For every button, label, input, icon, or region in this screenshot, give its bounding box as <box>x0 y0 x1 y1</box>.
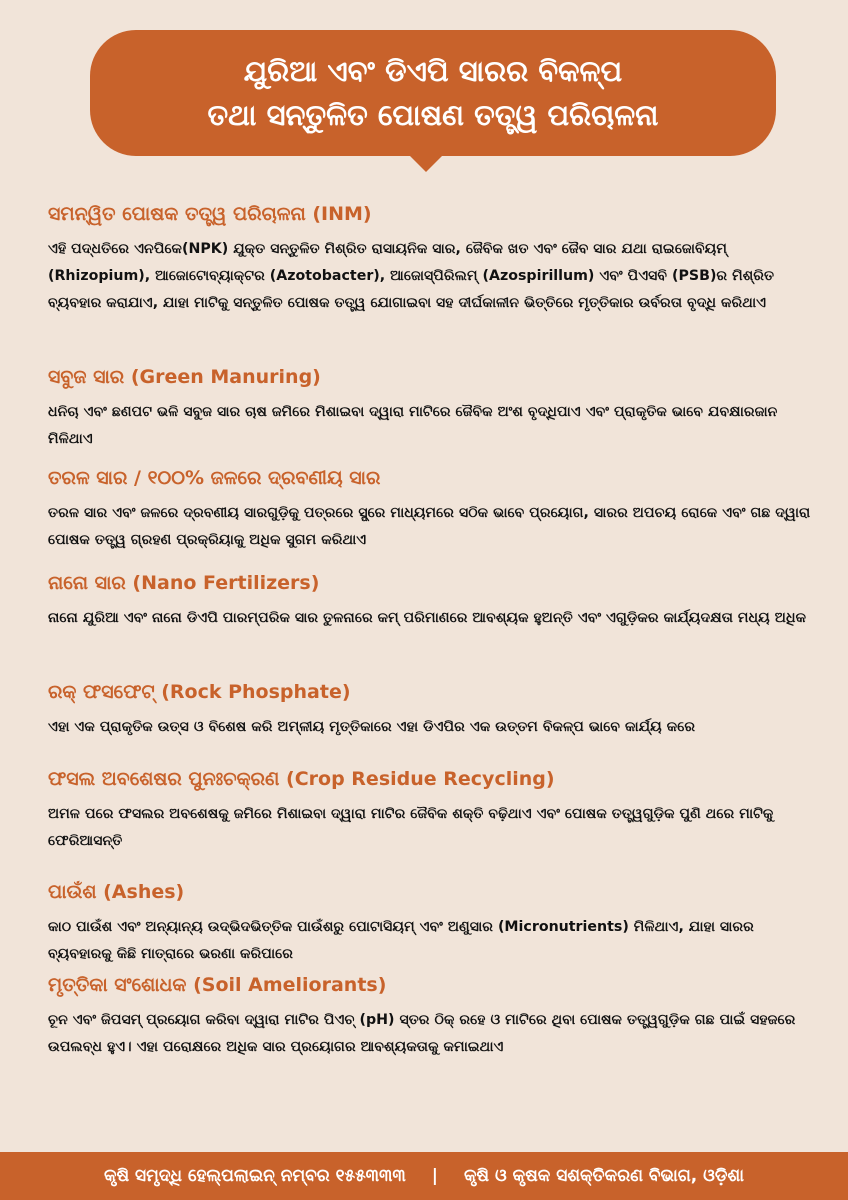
section-body: ଚୂନ ଏବଂ ଜିପସମ୍ ପ୍ରୟୋଗ କରିବା ଦ୍ୱାରା ମାଟିର ପିଏଚ୍ (pH) ସ୍ତର ଠିକ୍ ରହେ ଓ ମାଟିରେ ଥିବା ପୋଷକ ତତ୍ତ୍ୱଗୁଡ଼ିକ ଗଛ ପାଇଁ ସହଜରେ ଉପଲବ୍ଧ ହୁଏ। ଏହା ପରୋକ୍ଷରେ ଅଧିକ ସାର ପ୍ରୟୋଗର ଆବଶ୍ୟକତାକୁ କମାଇଥାଏ <box>48 1012 796 1055</box>
section-nano-fertilizers <box>48 569 818 632</box>
section-crop-residue <box>48 765 818 855</box>
section-title: ମୃତ୍ତିକା ସଂଶୋଧକ (Soil Ameliorants) <box>48 974 387 996</box>
section-rock-phosphate <box>48 678 818 741</box>
section-ashes <box>48 878 818 968</box>
section-soil-ameliorants <box>48 971 818 1061</box>
section-title: ସମନ୍ୱିତ ପୋଷକ ତତ୍ତ୍ୱ ପରିଚାଳନା (INM) <box>48 203 372 225</box>
helpline-text: କୃଷି ସମୃଦ୍ଧି ହେଲ୍ପଲାଇନ୍ ନମ୍ବର ୧୫୫୩୩୩ <box>104 1166 406 1186</box>
section-title: ରକ୍ ଫସଫେଟ୍ (Rock Phosphate) <box>48 681 351 703</box>
section-liquid-fertilizer <box>48 464 818 554</box>
section-green-manuring <box>48 363 818 453</box>
section-title: ସବୁଜ ସାର (Green Manuring) <box>48 366 321 388</box>
footer-bar <box>0 1152 848 1200</box>
section-body: ଅମଳ ପରେ ଫସଲର ଅବଶେଷକୁ ଜମିରେ ମିଶାଇବା ଦ୍ୱାରା ମାଟିର ଜୈବିକ ଶକ୍ତି ବଢ଼ିଥାଏ ଏବଂ ପୋଷକ ତତ୍ତ୍ୱଗୁଡ଼ିକ ପୁଣି ଥରେ ମାଟିକୁ ଫେରିଆସନ୍ତି <box>48 806 774 849</box>
section-body: ଏହି ପଦ୍ଧତିରେ ଏନପିକେ(NPK) ଯୁକ୍ତ ସନ୍ତୁଳିତ ମିଶ୍ରିତ ରାସାୟନିକ ସାର, ଜୈବିକ ଖତ ଏବଂ ଜୈବ ସାର ଯଥା ରାଇଜୋବିୟମ୍ (Rhizopium), ଆଜୋଟୋବ୍ୟାକ୍ଟର (Azotobacter), ଆଜୋସ୍ପିରିଲମ୍ (Azospirillum) ଏବଂ ପିଏସବି (PSB)ର ମିଶ୍ରିତ ବ୍ୟବହାର କରାଯାଏ, ଯାହା ମାଟିକୁ ସନ୍ତୁଳିତ ପୋଷକ ତତ୍ତ୍ୱ ଯୋଗାଇବା ସହ ଦୀର୍ଘକାଳୀନ ଭିତ୍ତିରେ ମୃତ୍ତିକାର ଉର୍ବରତା ବୃଦ୍ଧି କରିଥାଏ <box>48 241 775 311</box>
section-title: ଫସଲ ଅବଶେଷର ପୁନଃଚକ୍ରଣ (Crop Residue Recycling) <box>48 768 555 790</box>
title-banner <box>90 30 776 156</box>
section-body: ଏହା ଏକ ପ୍ରାକୃତିକ ଉତ୍ସ ଓ ବିଶେଷ କରି ଅମ୍ଳୀୟ ମୃତ୍ତିକାରେ ଏହା ଡିଏପିର ଏକ ଉତ୍ତମ ବିକଳ୍ପ ଭାବେ କାର୍ଯ୍ୟ କରେ <box>48 719 696 735</box>
department-name: କୃଷି ଓ କୃଷକ ସଶକ୍ତିକରଣ ବିଭାଗ, ଓଡ଼ିଶା <box>463 1166 744 1186</box>
section-title: ପାଉଁଶ (Ashes) <box>48 881 185 903</box>
section-title: ତରଳ ସାର / ୧୦୦% ଜଳରେ ଦ୍ରବଣୀୟ ସାର <box>48 467 381 489</box>
page-title-line-2: ତଥା ସନ୍ତୁଳିତ ପୋଷଣ ତତ୍ତ୍ୱ ପରିଚାଳନା <box>207 98 659 132</box>
section-body: ତରଳ ସାର ଏବଂ ଜଳରେ ଦ୍ରବଣୀୟ ସାରଗୁଡ଼ିକୁ ପତ୍ରରେ ସ୍ପ୍ରେ ମାଧ୍ୟମରେ ସଠିକ ଭାବେ ପ୍ରୟୋଗ, ସାରର ଅପଚୟ ରୋକେ ଏବଂ ଗଛ ଦ୍ୱାରା ପୋଷକ ତତ୍ତ୍ୱ ଗ୍ରହଣ ପ୍ରକ୍ରିୟାକୁ ଅଧିକ ସୁଗମ କରିଥାଏ <box>48 505 811 548</box>
section-title: ନାନୋ ସାର (Nano Fertilizers) <box>48 572 320 594</box>
section-body: କାଠ ପାଉଁଶ ଏବଂ ଅନ୍ୟାନ୍ୟ ଉଦ୍ଭିଦଭିତ୍ତିକ ପାଉଁଶରୁ ପୋଟାସିୟମ୍ ଏବଂ ଅଣୁସାର (Micronutrients) ମିଳିଥାଏ, ଯାହା ସାରର ବ୍ୟବହାରକୁ କିଛି ମାତ୍ରାରେ ଭରଣା କରିପାରେ <box>48 919 754 962</box>
section-body: ଧନିଚା ଏବଂ ଛଣପଟ ଭଳି ସବୁଜ ସାର ଚାଷ ଜମିରେ ମିଶାଇବା ଦ୍ୱାରା ମାଟିରେ ଜୈବିକ ଅଂଶ ବୃଦ୍ଧିପାଏ ଏବଂ ପ୍ରାକୃତିକ ଭାବେ ଯବକ୍ଷାରଜାନ ମିଳିଥାଏ <box>48 404 778 447</box>
section-inm <box>48 200 818 317</box>
page-title-line-1: ଯୁରିଆ ଏବଂ ଡିଏପି ସାରର ବିକଳ୍ପ <box>243 54 623 88</box>
footer-separator: | <box>431 1166 438 1186</box>
section-body: ନାନୋ ଯୁରିଆ ଏବଂ ନାନୋ ଡିଏପି ପାରମ୍ପରିକ ସାର ତୁଳନାରେ କମ୍ ପରିମାଣରେ ଆବଶ୍ୟକ ହୁଅନ୍ତି ଏବଂ ଏଗୁଡ଼ିକର କାର୍ଯ୍ୟଦକ୍ଷତା ମଧ୍ୟ ଅଧିକ <box>48 610 807 626</box>
banner-pointer <box>404 150 448 172</box>
